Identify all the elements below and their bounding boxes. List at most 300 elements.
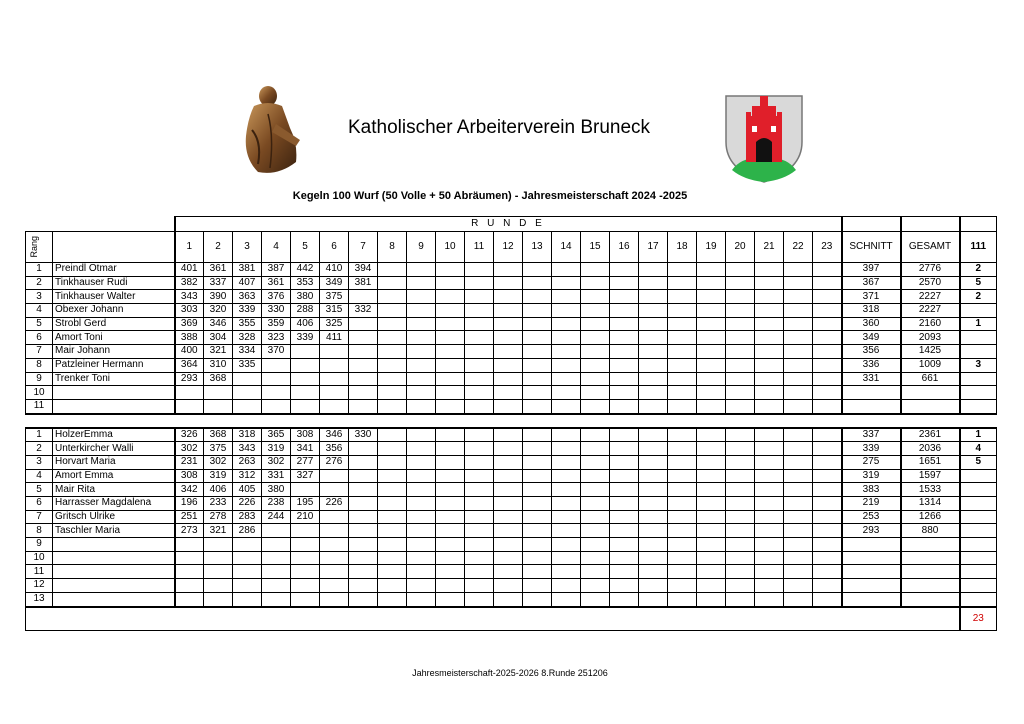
round-score: 326 — [175, 428, 204, 442]
round-score — [349, 386, 378, 400]
round-score — [813, 579, 842, 593]
round-score: 342 — [175, 483, 204, 497]
round-score — [784, 565, 813, 579]
round-score — [639, 524, 668, 538]
round-score — [784, 399, 813, 413]
round-score — [349, 524, 378, 538]
round-score — [668, 290, 697, 304]
round-score — [552, 399, 581, 413]
round-score — [262, 524, 291, 538]
extra-cell — [960, 551, 997, 565]
round-score — [668, 592, 697, 606]
gesamt-cell: 2361 — [901, 428, 960, 442]
round-header: 16 — [610, 232, 639, 263]
blank-cell — [26, 217, 175, 232]
round-score — [639, 565, 668, 579]
round-score: 233 — [204, 497, 233, 511]
round-score — [204, 386, 233, 400]
schnitt-cell: 383 — [842, 483, 901, 497]
gesamt-cell: 1314 — [901, 497, 960, 511]
round-score: 368 — [204, 372, 233, 386]
rang-cell: 3 — [26, 455, 53, 469]
round-score — [523, 524, 552, 538]
schnitt-cell: 219 — [842, 497, 901, 511]
round-score — [349, 497, 378, 511]
round-score: 302 — [262, 455, 291, 469]
round-score — [697, 386, 726, 400]
round-score — [784, 469, 813, 483]
round-score — [726, 497, 755, 511]
round-score — [755, 469, 784, 483]
round-score — [581, 331, 610, 345]
extra-cell — [960, 592, 997, 606]
round-score — [523, 358, 552, 372]
round-score — [610, 345, 639, 359]
round-score — [726, 565, 755, 579]
round-score — [407, 276, 436, 290]
round-score — [320, 469, 349, 483]
round-header: 19 — [697, 232, 726, 263]
round-score: 400 — [175, 345, 204, 359]
round-score — [639, 263, 668, 277]
round-score — [755, 317, 784, 331]
round-score — [813, 483, 842, 497]
round-score — [407, 497, 436, 511]
round-score — [523, 497, 552, 511]
round-score — [784, 331, 813, 345]
round-score — [784, 317, 813, 331]
round-score — [465, 551, 494, 565]
round-score — [784, 263, 813, 277]
table-row — [26, 399, 997, 413]
round-score — [494, 304, 523, 318]
round-score — [436, 524, 465, 538]
round-header: 11 — [465, 232, 494, 263]
round-score — [378, 290, 407, 304]
round-score — [755, 579, 784, 593]
round-score — [552, 331, 581, 345]
town-crest-icon — [722, 92, 806, 184]
round-score: 381 — [233, 263, 262, 277]
round-score — [639, 455, 668, 469]
round-score — [204, 592, 233, 606]
table-row — [26, 317, 997, 331]
schnitt-cell: 318 — [842, 304, 901, 318]
round-score: 315 — [320, 304, 349, 318]
rang-cell: 13 — [26, 592, 53, 606]
round-score — [494, 579, 523, 593]
round-score — [523, 469, 552, 483]
round-score — [581, 497, 610, 511]
table-row — [26, 276, 997, 290]
round-score — [349, 469, 378, 483]
round-score — [523, 386, 552, 400]
round-score — [697, 263, 726, 277]
round-score — [465, 483, 494, 497]
round-score — [523, 263, 552, 277]
round-score — [407, 399, 436, 413]
round-score — [523, 455, 552, 469]
round-score — [407, 290, 436, 304]
round-score — [552, 592, 581, 606]
round-score — [494, 428, 523, 442]
round-score — [581, 538, 610, 552]
round-score — [407, 565, 436, 579]
round-score — [610, 276, 639, 290]
round-score — [465, 358, 494, 372]
round-score — [465, 510, 494, 524]
round-score: 381 — [349, 276, 378, 290]
round-score — [697, 592, 726, 606]
round-score — [552, 317, 581, 331]
round-score — [668, 510, 697, 524]
round-score: 353 — [291, 276, 320, 290]
round-score — [726, 386, 755, 400]
round-score — [784, 372, 813, 386]
round-score — [581, 290, 610, 304]
round-header: 6 — [320, 232, 349, 263]
round-score — [465, 345, 494, 359]
round-score — [494, 276, 523, 290]
round-score: 308 — [175, 469, 204, 483]
round-score — [204, 579, 233, 593]
round-score: 407 — [233, 276, 262, 290]
round-score — [581, 592, 610, 606]
round-score — [813, 551, 842, 565]
extra-cell — [960, 510, 997, 524]
round-score: 325 — [320, 317, 349, 331]
round-header: 17 — [639, 232, 668, 263]
round-score — [581, 386, 610, 400]
round-score — [813, 497, 842, 511]
rang-cell: 9 — [26, 372, 53, 386]
round-header: 10 — [436, 232, 465, 263]
round-score — [262, 386, 291, 400]
round-score — [465, 497, 494, 511]
round-score — [436, 317, 465, 331]
round-score — [668, 399, 697, 413]
round-score — [610, 579, 639, 593]
round-score — [639, 469, 668, 483]
player-name: Mair Johann — [53, 345, 175, 359]
round-score — [465, 538, 494, 552]
total-blank — [26, 607, 960, 631]
player-name: Patzleiner Hermann — [53, 358, 175, 372]
round-header: 18 — [668, 232, 697, 263]
round-score: 337 — [204, 276, 233, 290]
round-score — [755, 524, 784, 538]
round-score — [755, 345, 784, 359]
round-score — [465, 290, 494, 304]
gesamt-cell: 2570 — [901, 276, 960, 290]
round-score — [813, 510, 842, 524]
rang-cell: 10 — [26, 551, 53, 565]
round-score — [291, 399, 320, 413]
round-score: 226 — [233, 497, 262, 511]
extra-cell — [960, 469, 997, 483]
round-score — [494, 455, 523, 469]
round-score — [581, 579, 610, 593]
round-score: 341 — [291, 442, 320, 456]
round-header: 4 — [262, 232, 291, 263]
round-score — [581, 551, 610, 565]
round-score — [581, 510, 610, 524]
round-score — [494, 290, 523, 304]
player-name: Strobl Gerd — [53, 317, 175, 331]
round-score — [175, 399, 204, 413]
schnitt-cell: 371 — [842, 290, 901, 304]
round-score — [523, 510, 552, 524]
round-score — [668, 386, 697, 400]
rang-header — [26, 232, 53, 263]
round-score — [784, 442, 813, 456]
round-score: 323 — [262, 331, 291, 345]
gesamt-cell — [901, 399, 960, 413]
round-score — [813, 538, 842, 552]
round-score — [494, 565, 523, 579]
gesamt-cell: 2227 — [901, 304, 960, 318]
rang-cell: 7 — [26, 345, 53, 359]
round-score — [523, 345, 552, 359]
player-name: Gritsch Ulrike — [53, 510, 175, 524]
column-header-row — [26, 232, 997, 263]
round-score — [755, 497, 784, 511]
round-score — [523, 372, 552, 386]
round-score: 346 — [204, 317, 233, 331]
player-name: Taschler Maria — [53, 524, 175, 538]
round-score — [697, 372, 726, 386]
player-name: Trenker Toni — [53, 372, 175, 386]
round-score — [639, 538, 668, 552]
round-score — [407, 386, 436, 400]
round-score: 355 — [233, 317, 262, 331]
round-score — [610, 372, 639, 386]
schnitt-cell — [842, 579, 901, 593]
round-score — [523, 290, 552, 304]
round-score — [436, 428, 465, 442]
extra-cell: 1 — [960, 317, 997, 331]
round-score: 293 — [175, 372, 204, 386]
round-score — [436, 386, 465, 400]
round-score — [204, 538, 233, 552]
round-score: 195 — [291, 497, 320, 511]
round-score — [436, 455, 465, 469]
player-name: Horvart Maria — [53, 455, 175, 469]
round-score — [668, 524, 697, 538]
round-score — [726, 551, 755, 565]
round-score — [755, 372, 784, 386]
round-score — [784, 428, 813, 442]
round-score: 364 — [175, 358, 204, 372]
table-row — [26, 372, 997, 386]
round-score — [726, 276, 755, 290]
round-header: 12 — [494, 232, 523, 263]
player-name: Obexer Johann — [53, 304, 175, 318]
gesamt-cell: 2227 — [901, 290, 960, 304]
round-score — [204, 551, 233, 565]
player-name: Preindl Otmar — [53, 263, 175, 277]
round-score — [552, 290, 581, 304]
extra-cell — [960, 538, 997, 552]
gesamt-cell: 2776 — [901, 263, 960, 277]
round-score — [233, 386, 262, 400]
round-score: 410 — [320, 263, 349, 277]
round-score: 369 — [175, 317, 204, 331]
round-score — [639, 386, 668, 400]
round-header: 15 — [581, 232, 610, 263]
round-score — [697, 358, 726, 372]
round-score — [581, 276, 610, 290]
round-score: 361 — [204, 263, 233, 277]
round-score: 343 — [233, 442, 262, 456]
player-name: Tinkhauser Walter — [53, 290, 175, 304]
page-footer: Jahresmeisterschaft-2025-2026 8.Runde 251206 — [412, 668, 608, 678]
round-score — [407, 483, 436, 497]
round-score — [581, 317, 610, 331]
round-score — [320, 592, 349, 606]
round-score — [610, 524, 639, 538]
round-score — [697, 428, 726, 442]
round-score — [262, 372, 291, 386]
round-score — [726, 399, 755, 413]
extra-cell — [960, 331, 997, 345]
extra-cell — [960, 524, 997, 538]
round-header: 14 — [552, 232, 581, 263]
round-score: 319 — [204, 469, 233, 483]
round-score: 327 — [291, 469, 320, 483]
round-score — [668, 469, 697, 483]
round-score — [552, 386, 581, 400]
round-score — [697, 455, 726, 469]
rang-cell: 5 — [26, 317, 53, 331]
round-score: 411 — [320, 331, 349, 345]
round-score — [407, 331, 436, 345]
round-score — [726, 483, 755, 497]
gesamt-header: GESAMT — [901, 232, 960, 263]
round-score — [465, 386, 494, 400]
round-score — [581, 524, 610, 538]
round-score: 321 — [204, 345, 233, 359]
round-score — [378, 358, 407, 372]
round-score — [407, 358, 436, 372]
round-score — [813, 372, 842, 386]
table-row — [26, 345, 997, 359]
gesamt-cell — [901, 551, 960, 565]
round-score — [697, 290, 726, 304]
round-score — [726, 510, 755, 524]
round-score — [552, 497, 581, 511]
round-score — [813, 469, 842, 483]
round-header: 23 — [813, 232, 842, 263]
rang-cell: 10 — [26, 386, 53, 400]
rang-cell: 1 — [26, 428, 53, 442]
schnitt-cell — [842, 399, 901, 413]
round-score — [349, 317, 378, 331]
round-score: 288 — [291, 304, 320, 318]
round-score: 375 — [320, 290, 349, 304]
round-score — [494, 386, 523, 400]
round-score — [755, 386, 784, 400]
round-score — [436, 551, 465, 565]
round-score — [697, 399, 726, 413]
round-score: 343 — [175, 290, 204, 304]
group-separator — [26, 414, 997, 428]
round-score — [349, 399, 378, 413]
round-score — [378, 524, 407, 538]
rang-cell: 4 — [26, 304, 53, 318]
round-score — [291, 524, 320, 538]
extra-cell: 5 — [960, 455, 997, 469]
round-header: 13 — [523, 232, 552, 263]
schnitt-cell: 293 — [842, 524, 901, 538]
round-score — [581, 399, 610, 413]
gesamt-cell: 661 — [901, 372, 960, 386]
schnitt-cell: 337 — [842, 428, 901, 442]
rang-cell: 3 — [26, 290, 53, 304]
round-score — [610, 290, 639, 304]
name-header — [53, 232, 175, 263]
round-score — [349, 331, 378, 345]
round-score — [465, 469, 494, 483]
round-score — [610, 510, 639, 524]
round-score — [407, 455, 436, 469]
player-name: HolzerEmma — [53, 428, 175, 442]
round-score — [552, 551, 581, 565]
round-score: 356 — [320, 442, 349, 456]
player-name — [53, 386, 175, 400]
round-score — [494, 372, 523, 386]
round-score — [697, 565, 726, 579]
round-score — [349, 592, 378, 606]
round-score: 302 — [204, 455, 233, 469]
gesamt-cell — [901, 592, 960, 606]
round-score — [552, 455, 581, 469]
round-score — [726, 331, 755, 345]
round-score — [436, 290, 465, 304]
round-score — [784, 386, 813, 400]
round-score — [291, 565, 320, 579]
round-score — [523, 442, 552, 456]
extra-cell — [960, 399, 997, 413]
round-score — [639, 345, 668, 359]
round-score: 319 — [262, 442, 291, 456]
round-score — [784, 579, 813, 593]
round-score — [407, 524, 436, 538]
round-score: 382 — [175, 276, 204, 290]
round-score — [378, 455, 407, 469]
round-score — [320, 565, 349, 579]
player-name — [53, 551, 175, 565]
player-name — [53, 565, 175, 579]
round-score — [697, 469, 726, 483]
round-score — [407, 469, 436, 483]
schnitt-cell: 336 — [842, 358, 901, 372]
round-score: 361 — [262, 276, 291, 290]
round-score — [407, 592, 436, 606]
round-score — [697, 317, 726, 331]
round-score — [784, 455, 813, 469]
schnitt-cell: 339 — [842, 442, 901, 456]
round-score — [813, 304, 842, 318]
round-score — [349, 455, 378, 469]
round-score — [552, 428, 581, 442]
round-score — [378, 276, 407, 290]
schnitt-cell — [842, 386, 901, 400]
round-score — [726, 304, 755, 318]
round-score — [262, 565, 291, 579]
rang-cell: 4 — [26, 469, 53, 483]
round-score — [552, 510, 581, 524]
